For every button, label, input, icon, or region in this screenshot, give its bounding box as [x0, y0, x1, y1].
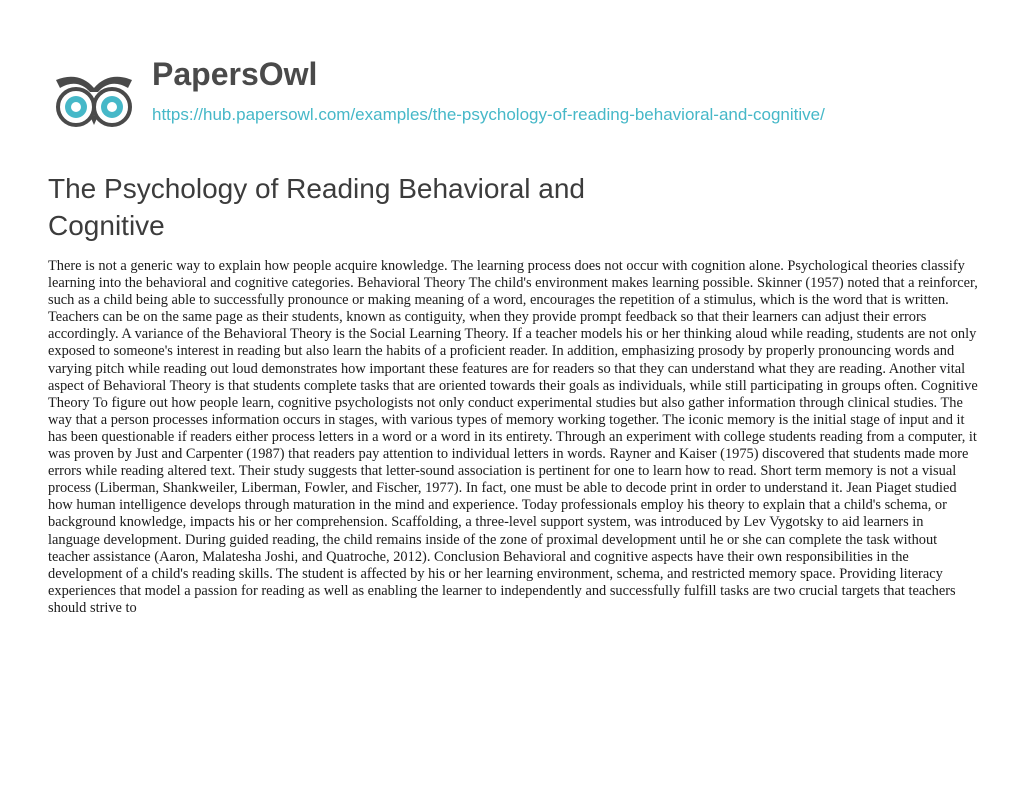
owl-icon — [48, 72, 140, 134]
brand-name: PapersOwl — [152, 56, 318, 92]
article-title: The Psychology of Reading Behavioral and Cognitive — [48, 173, 586, 241]
article-body: There is not a generic way to explain how people acquire knowledge. The learning process does not occur with cognition alone. Psychological theories classify learning into the behavioral and cognitive categories. Behavioral Theory The child's environment makes learning possible. Skinner (1957) noted that a reinforcer, such as a child being able to successfully pronounce or making meaning of a word, encourages the repetition of a stimulus, which is the word that is written. Teachers can be on the same page as their students, known as contiguity, when they provide prompt feedback so that their learners can adjust their errors accordingly. A variance of the Behavioral Theory is the Social Learning Theory. If a teacher models his or her thinking aloud while reading, students are not only exposed to someone's interest in reading but also learn the habits of a proficient reader. In addition, emphasizing prosody by properly pronouncing words and varying pitch while reading out loud demonstrates how important these features are for readers so that they can understand what they are reading. Another vital aspect of Behavioral Theory is that students complete tasks that are oriented towards their goals as individuals, while still participating in groups often. Cognitive Theory To figure out how people learn, cognitive psychologists not only conduct experimental studies but also gather information through clinical studies. The way that a person processes information occurs in stages, with various types of memory working together. The iconic memory is the initial stage of input and it has been questionable if readers either process letters in a word or a word in its entirety. Through an experiment with college students reading from a computer, it was proven by Just and Carpenter (1987) that readers pay attention to individual letters in words. Rayner and Kaiser (1975) discovered that students made more errors while reading altered text. Their study suggests that letter-sound association is pertinent for one to learn how to read. Short term memory is not a visual process (Liberman, Shankweiler, Liberman, Fowler, and Fischer, 1977). In fact, one must be able to decode print in order to understand it. Jean Piaget studied how human intelligence develops through maturation in the mind and experience. Today professionals employ his theory to explain that a child's schema, or background knowledge, impacts his or her comprehension. Scaffolding, a three-level support system, was introduced by Lev Vygotsky to aid learners in language development. During guided reading, the child remains inside of the zone of proximal development until he or she can complete the task without teacher assistance (Aaron, Malatesha Joshi, and Quatroche, 2012). Conclusion Behavioral and cognitive aspects have their own responsibilities in the development of a child's reading skills. The student is affected by his or her learning environment, schema, and restricted memory space. Providing literacy experiences that model a passion for reading as well as enabling the learner to independently and successfully fulfill tasks are two crucial targets that teachers should strive to — [48, 258, 978, 616]
page-header — [0, 0, 1024, 150]
source-url[interactable]: https://hub.papersowl.com/examples/the-psychology-of-reading-behavioral-and-cognitive/ — [152, 105, 825, 124]
